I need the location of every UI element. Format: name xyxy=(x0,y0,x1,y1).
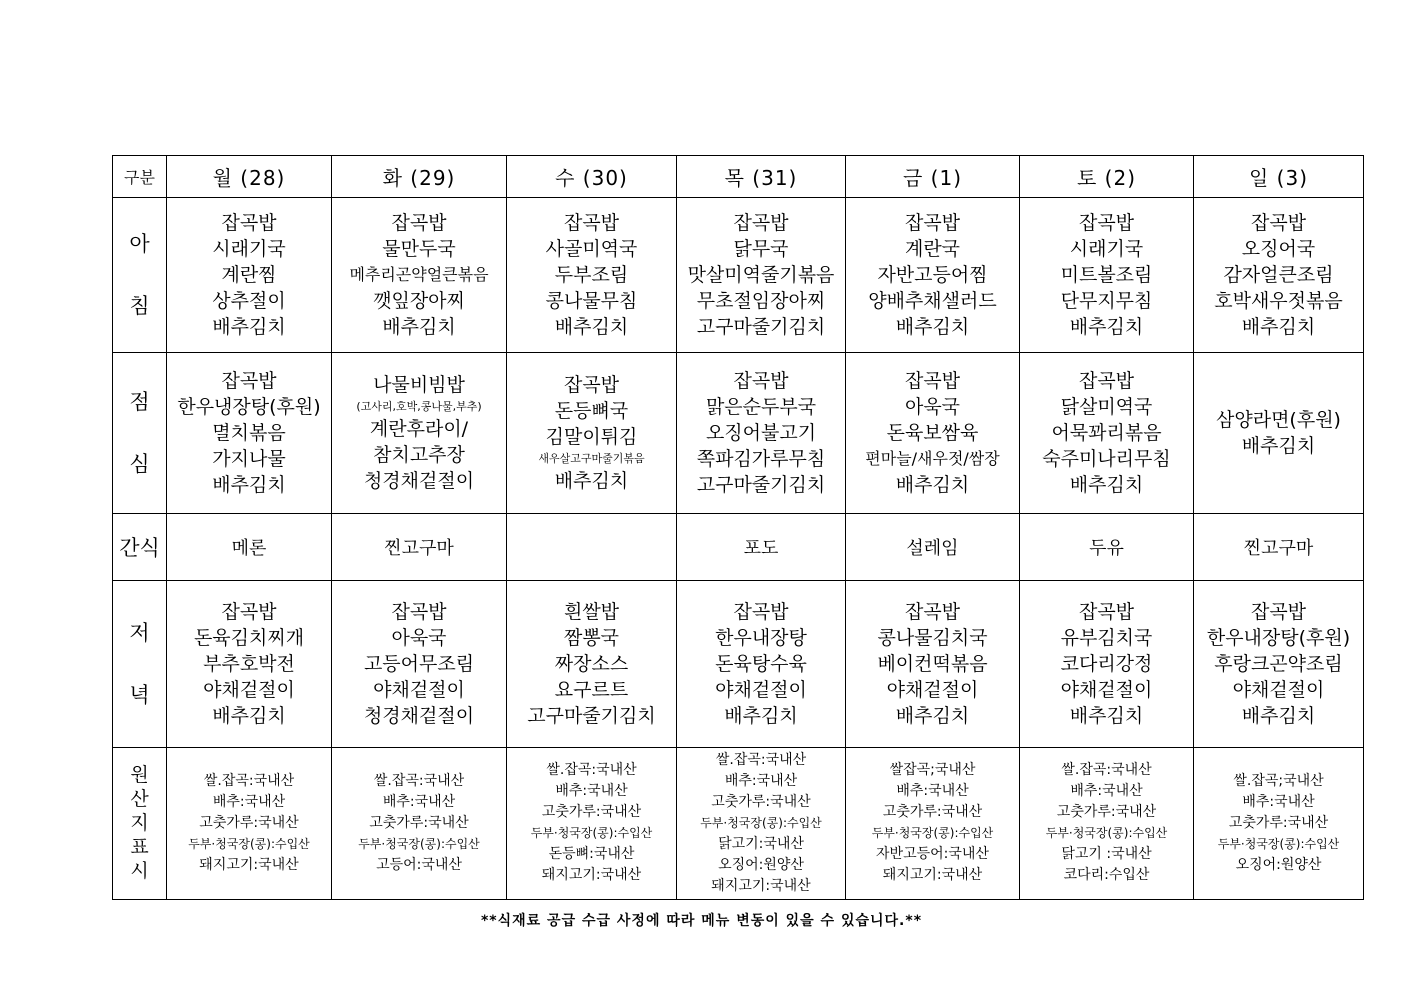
menu-item: 가지나물 xyxy=(212,448,286,471)
menu-item: 김말이튀김 xyxy=(545,426,638,449)
menu-item: 야채겉절이 xyxy=(715,678,807,701)
menu-item: 계란국 xyxy=(904,238,961,261)
menu-item: 잡곡밥 xyxy=(391,212,447,235)
origin-item: 돈등뼈:국내산 xyxy=(548,846,635,863)
menu-item: 돈육김치찌개 xyxy=(193,626,305,649)
origin-cell-sat xyxy=(1020,747,1194,899)
snack-cell-sun: 찐고구마 xyxy=(1194,514,1364,580)
snack-cell-thu: 포도 xyxy=(677,514,846,580)
menu-item: 배추김치 xyxy=(554,316,629,339)
menu-item: 맛살미역줄기볶음 xyxy=(687,264,835,287)
meal-label-char: 심 xyxy=(129,452,150,477)
menu-item: 고구마줄기김치 xyxy=(696,316,826,339)
origin-item: 쌀.잡곡:국내산 xyxy=(373,772,465,789)
breakfast-cell-thu xyxy=(677,198,846,353)
origin-item: 돼지고기:국내산 xyxy=(199,856,299,873)
origin-item: 돼지고기:국내산 xyxy=(541,867,642,884)
menu-item: 야채겉절이 xyxy=(373,678,465,701)
menu-item: 아욱국 xyxy=(391,626,447,649)
origin-item: 쌀.잡곡:국내산 xyxy=(546,762,637,779)
origin-item: 닭고기:국내산 xyxy=(718,835,804,852)
origin-item: 쌀.잡곡;국내산 xyxy=(1233,772,1324,789)
origin-row xyxy=(113,747,1364,899)
menu-item: 배추김치 xyxy=(724,704,798,727)
dinner-cell-fri xyxy=(846,580,1020,747)
day-header-thu: 목 (31) xyxy=(677,156,846,198)
dinner-cell-mon xyxy=(167,580,332,747)
breakfast-row xyxy=(113,198,1364,353)
breakfast-label xyxy=(113,198,167,353)
origin-item: 두부·청국장(콩):수입산 xyxy=(1217,836,1340,851)
menu-item: 단무지무침 xyxy=(1060,290,1153,313)
lunch-cell-sat xyxy=(1020,353,1194,514)
origin-item: 코다리:수입산 xyxy=(1063,867,1150,884)
menu-item: 배추김치 xyxy=(895,316,970,339)
menu-item: 계란찜 xyxy=(221,264,277,287)
menu-item: 삼양라면(후원) xyxy=(1216,409,1341,432)
menu-item: 양배추채샐러드 xyxy=(868,290,997,313)
menu-item: 오징어불고기 xyxy=(705,422,817,445)
menu-item: 잡곡밥 xyxy=(733,600,789,623)
menu-item: 야채겉절이 xyxy=(1232,678,1325,701)
menu-item: 배추김치 xyxy=(895,704,970,727)
menu-item: 아욱국 xyxy=(904,396,961,419)
origin-cell-fri xyxy=(846,747,1020,899)
menu-item: 시래기국 xyxy=(212,238,286,261)
menu-item: 배추김치 xyxy=(1069,704,1144,727)
lunch-label xyxy=(113,353,167,514)
menu-item: 자반고등어찜 xyxy=(877,264,988,287)
breakfast-cell-sun xyxy=(1194,198,1364,353)
menu-item: 배추김치 xyxy=(212,704,286,727)
menu-item: 배추김치 xyxy=(554,470,629,493)
origin-item: 쌀.잡곡:국내산 xyxy=(715,751,807,768)
menu-item: 맑은순두부국 xyxy=(705,396,817,419)
menu-item: 한우냉장탕(후원) xyxy=(177,396,321,419)
origin-item: 두부·청국장(콩):수입산 xyxy=(700,815,822,830)
menu-item: 부추호박전 xyxy=(203,652,295,675)
menu-item: 잡곡밥 xyxy=(733,370,789,393)
day-header-sun: 일 (3) xyxy=(1194,156,1364,198)
dinner-label xyxy=(113,580,167,747)
menu-item: 후랑크곤약조림 xyxy=(1214,652,1343,675)
origin-label-char: 산 xyxy=(130,788,149,811)
snack-cell-wed xyxy=(507,514,677,580)
menu-item: 사골미역국 xyxy=(545,238,638,261)
origin-item: 고등어:국내산 xyxy=(376,856,462,873)
menu-item: 닭살미역국 xyxy=(1060,396,1153,419)
breakfast-cell-wed xyxy=(507,198,677,353)
origin-item: 배추:국내산 xyxy=(382,793,456,810)
meal-label-char: 저 xyxy=(129,620,150,645)
menu-item: 짜장소스 xyxy=(554,652,629,675)
menu-item: 콩나물김치국 xyxy=(877,626,988,649)
menu-item: 짬뽕국 xyxy=(563,626,620,649)
origin-item: 배추:국내산 xyxy=(896,783,969,800)
menu-item: 돈육보쌈육 xyxy=(886,422,979,445)
meal-label-char: 침 xyxy=(129,294,150,319)
origin-item: 배추:국내산 xyxy=(212,793,286,810)
menu-item: 배추김치 xyxy=(212,316,286,339)
meal-label-char: 녁 xyxy=(129,682,150,707)
menu-item: 어묵꽈리볶음 xyxy=(1051,422,1162,445)
menu-item: 배추김치 xyxy=(1069,474,1144,497)
origin-label-char: 표 xyxy=(130,836,149,859)
origin-item: 쌀.잡곡:국내산 xyxy=(1061,762,1152,779)
menu-item: 고구마줄기김치 xyxy=(527,704,656,727)
menu-item: 잡곡밥 xyxy=(563,212,620,235)
menu-item: 흰쌀밥 xyxy=(563,600,620,623)
dinner-cell-sat xyxy=(1020,580,1194,747)
lunch-cell-thu xyxy=(677,353,846,514)
lunch-cell-tue xyxy=(332,353,507,514)
menu-item: 한우내장탕 xyxy=(715,626,807,649)
origin-item: 오징어:원양산 xyxy=(718,856,804,873)
day-header-tue: 화 (29) xyxy=(332,156,507,198)
weekly-menu-table xyxy=(112,155,1364,900)
breakfast-cell-fri xyxy=(846,198,1020,353)
snack-cell-fri: 설레임 xyxy=(846,514,1020,580)
menu-item: 상추절이 xyxy=(212,290,286,313)
origin-cell-wed xyxy=(507,747,677,899)
origin-item: 돼지고기:국내산 xyxy=(711,877,811,894)
origin-item: 고춧가루:국내산 xyxy=(541,804,642,821)
snack-cell-sat: 두유 xyxy=(1020,514,1194,580)
dinner-cell-wed xyxy=(507,580,677,747)
origin-item: 쌀잡곡;국내산 xyxy=(889,762,976,779)
menu-item: 오징어국 xyxy=(1241,238,1316,261)
menu-item: 잡곡밥 xyxy=(904,212,961,235)
origin-item: 고춧가루:국내산 xyxy=(1056,804,1157,821)
menu-item: 감자얼큰조림 xyxy=(1223,264,1334,287)
menu-item: 계란후라이/ xyxy=(369,418,469,441)
menu-item: 잡곡밥 xyxy=(563,374,620,397)
day-header-mon: 월 (28) xyxy=(167,156,332,198)
menu-item: 깻잎장아찌 xyxy=(373,290,465,313)
origin-item: 오징어:원양산 xyxy=(1235,856,1322,873)
dinner-row xyxy=(113,580,1364,747)
menu-item: 나물비빔밥 xyxy=(373,374,465,397)
snack-cell-mon: 메론 xyxy=(167,514,332,580)
menu-item: 두부조림 xyxy=(554,264,629,287)
origin-cell-sun xyxy=(1194,747,1364,899)
menu-item: 쪽파김가루무침 xyxy=(696,448,826,471)
origin-cell-tue xyxy=(332,747,507,899)
dinner-cell-thu xyxy=(677,580,846,747)
menu-item: 미트볼조림 xyxy=(1060,264,1153,287)
dinner-cell-tue xyxy=(332,580,507,747)
menu-item: 야채겉절이 xyxy=(203,678,295,701)
menu-item: 잡곡밥 xyxy=(221,600,277,623)
menu-item: 배추김치 xyxy=(1069,316,1144,339)
menu-item: 잡곡밥 xyxy=(221,212,277,235)
menu-item: 새우살고구마줄기볶음 xyxy=(538,452,645,466)
origin-item: 두부·청국장(콩):수입산 xyxy=(530,826,653,841)
menu-item: 편마늘/새우젓/쌈장 xyxy=(865,449,1000,469)
menu-item: 베이컨떡볶음 xyxy=(877,652,988,675)
breakfast-cell-sat xyxy=(1020,198,1194,353)
origin-item: 배추:국내산 xyxy=(724,772,798,789)
origin-item: 고춧가루:국내산 xyxy=(199,814,299,831)
menu-item: 야채겉절이 xyxy=(1060,678,1153,701)
menu-item: 콩나물무침 xyxy=(545,290,638,313)
lunch-row xyxy=(113,353,1364,514)
origin-cell-thu xyxy=(677,747,846,899)
menu-item: 잡곡밥 xyxy=(733,212,789,235)
snack-row xyxy=(113,514,1364,580)
menu-item: 잡곡밥 xyxy=(1078,600,1135,623)
menu-item: 잡곡밥 xyxy=(221,370,277,393)
origin-item: 배추:국내산 xyxy=(1242,793,1315,810)
menu-item: 요구르트 xyxy=(554,678,629,701)
origin-item: 두부·청국장(콩):수입산 xyxy=(871,826,994,841)
origin-item: 쌀.잡곡:국내산 xyxy=(203,772,295,789)
menu-item: 배추김치 xyxy=(1241,316,1316,339)
origin-item: 자반고등어:국내산 xyxy=(876,846,989,863)
menu-item: 배추김치 xyxy=(895,474,970,497)
menu-item: 고등어무조림 xyxy=(363,652,475,675)
menu-item: 청경채겉절이 xyxy=(363,470,475,493)
origin-label-char: 원 xyxy=(130,764,149,787)
day-header-fri: 금 (1) xyxy=(846,156,1020,198)
origin-item: 고춧가루:국내산 xyxy=(711,793,811,810)
origin-item: 고춧가루:국내산 xyxy=(882,804,983,821)
menu-item: 잡곡밥 xyxy=(391,600,447,623)
menu-item: 무초절임장아찌 xyxy=(696,290,826,313)
lunch-cell-wed xyxy=(507,353,677,514)
lunch-cell-mon xyxy=(167,353,332,514)
menu-item: 돈육탕수육 xyxy=(715,652,807,675)
snack-label: 간식 xyxy=(113,514,167,580)
menu-item: 배추김치 xyxy=(382,316,456,339)
menu-item: 잡곡밥 xyxy=(1078,212,1135,235)
breakfast-cell-mon xyxy=(167,198,332,353)
menu-item: 잡곡밥 xyxy=(1078,370,1135,393)
meal-label-char: 점 xyxy=(129,390,150,415)
menu-item: 잡곡밥 xyxy=(904,370,961,393)
origin-item: 배추:국내산 xyxy=(555,783,628,800)
origin-item: 두부·청국장(콩):수입산 xyxy=(1045,826,1168,841)
menu-item: 한우내장탕(후원) xyxy=(1206,626,1351,649)
menu-item: 닭무국 xyxy=(733,238,789,261)
origin-item: 두부·청국장(콩):수입산 xyxy=(358,836,480,851)
menu-item: 고구마줄기김치 xyxy=(696,474,826,497)
menu-item: 야채겉절이 xyxy=(886,678,979,701)
menu-item: 배추김치 xyxy=(1241,704,1316,727)
corner-label: 구분 xyxy=(113,156,167,198)
origin-item: 고춧가루:국내산 xyxy=(369,814,469,831)
origin-item: 고춧가루:국내산 xyxy=(1228,814,1329,831)
menu-item: 잡곡밥 xyxy=(904,600,961,623)
origin-cell-mon xyxy=(167,747,332,899)
menu-item: 돈등뼈국 xyxy=(554,400,629,423)
menu-item: (고사리,호박,콩나물,부추) xyxy=(356,400,482,414)
menu-item: 코다리강정 xyxy=(1060,652,1153,675)
menu-item: 호박새우젓볶음 xyxy=(1214,290,1343,313)
menu-item: 멸치볶음 xyxy=(212,422,286,445)
menu-item: 물만두국 xyxy=(382,238,456,261)
lunch-cell-sun xyxy=(1194,353,1364,514)
menu-item: 유부김치국 xyxy=(1060,626,1153,649)
day-header-wed: 수 (30) xyxy=(507,156,677,198)
menu-item: 잡곡밥 xyxy=(1250,212,1307,235)
footer-note: **식재료 공급 수급 사정에 따라 메뉴 변동이 있을 수 있습니다.** xyxy=(480,913,923,929)
origin-item: 돼지고기:국내산 xyxy=(882,867,983,884)
lunch-cell-fri xyxy=(846,353,1020,514)
origin-item: 배추:국내산 xyxy=(1070,783,1143,800)
header-row xyxy=(113,156,1364,198)
menu-item: 숙주미나리무침 xyxy=(1042,448,1171,471)
meal-label-char: 아 xyxy=(129,232,150,257)
menu-item: 참치고추장 xyxy=(373,444,465,467)
origin-label xyxy=(113,747,167,899)
origin-item: 닭고기 :국내산 xyxy=(1061,846,1152,863)
menu-item: 배추김치 xyxy=(212,474,286,497)
day-header-sat: 토 (2) xyxy=(1020,156,1194,198)
breakfast-cell-tue xyxy=(332,198,507,353)
origin-label-char: 지 xyxy=(130,812,149,835)
menu-item: 청경채겉절이 xyxy=(363,704,475,727)
origin-item: 두부·청국장(콩):수입산 xyxy=(188,836,310,851)
menu-item: 메추리곤약얼큰볶음 xyxy=(349,265,489,285)
snack-cell-tue: 찐고구마 xyxy=(332,514,507,580)
menu-item: 배추김치 xyxy=(1241,435,1316,458)
menu-item: 잡곡밥 xyxy=(1250,600,1307,623)
dinner-cell-sun xyxy=(1194,580,1364,747)
origin-label-char: 시 xyxy=(130,860,149,883)
menu-item: 시래기국 xyxy=(1069,238,1144,261)
